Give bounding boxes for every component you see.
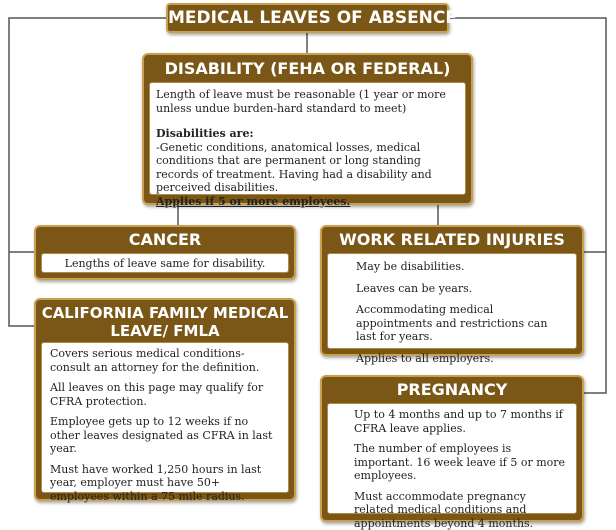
disability-box [142,53,473,205]
cfra-item: All leaves on this page may qualify for CFRA protection. [50,381,280,408]
work-related-content [327,253,577,349]
pregnancy-content [327,403,577,514]
work-item: Accommodating medical appointments and restrictions can last for years. [356,303,568,344]
work-related-heading: WORK RELATED INJURIES [327,227,577,253]
pregnancy-heading: PREGNANCY [327,377,577,403]
disability-heading: DISABILITY (FEHA OR FEDERAL) [149,55,466,82]
cfra-item: Covers serious medical conditions-consult an attorney for the definition. [50,347,280,374]
page-title: MEDICAL LEAVES OF ABSENCE [166,3,449,33]
disability-applies: Applies if 5 or more employees. [156,195,459,209]
cancer-content [41,253,289,273]
disability-detail: -Genetic conditions, anatomical losses, medical conditions that are permanent or long standing records of treatment. Having had a disability and perceived disabilities. [156,141,459,195]
cfra-heading-line1: CALIFORNIA FAMILY MEDICAL [41,304,289,322]
cfra-item: Must have worked 1,250 hours in last year, employer must have 50+ employees within a 75 mile radius. [50,463,280,504]
disability-content [149,82,466,195]
cfra-fmla-content [41,342,289,493]
pregnancy-item: Must accommodate pregnancy related medical conditions and appointments beyond 4 months. [354,490,568,530]
cfra-fmla-heading [41,300,289,342]
cfra-heading-line2: LEAVE/ FMLA [41,322,289,340]
work-item: May be disabilities. [356,260,568,274]
work-item: Leaves can be years. [356,282,568,296]
cancer-text: Lengths of leave same for disability. [48,257,282,271]
pregnancy-item: Up to 4 months and up to 7 months if CFRA leave applies. [354,408,568,435]
cancer-box [34,225,296,280]
cfra-fmla-box [34,298,296,501]
cfra-item: Employee gets up to 12 weeks if no other leaves designated as CFRA in last year. [50,415,280,456]
pregnancy-item: The number of employees is important. 16 week leave if 5 or more employees. [354,442,568,483]
work-item: Applies to all employers. [356,352,568,366]
disability-subheading: Disabilities are: [156,127,459,141]
work-related-box [320,225,584,356]
disability-intro: Length of leave must be reasonable (1 year or more unless undue burden-hard standard to meet) [156,88,459,115]
cancer-heading: CANCER [41,227,289,253]
pregnancy-box [320,375,584,522]
